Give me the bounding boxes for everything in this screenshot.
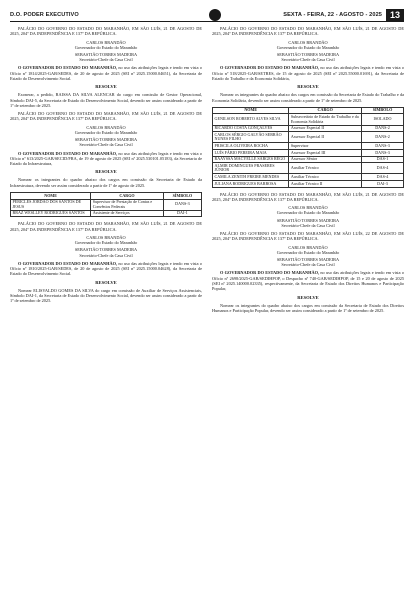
secretary-name: SEBASTIÃO TORRES MADEIRA <box>74 137 138 143</box>
governor-name: CARLOS BRANDÃO <box>86 39 126 45</box>
governor-title: Governador do Estado do Maranhão <box>74 240 138 246</box>
palacio-line: PALÁCIO DO GOVERNO DO ESTADO DO MARANHÃO, EM SÃO LUÍS, 21 DE AGOSTO DE 2025, 204º DA INDEPENDÊNCIA E 137º DA REPÚBLICA. <box>212 26 404 37</box>
resolve-heading: RESOLVE <box>297 84 319 90</box>
act-body: Nomear os integrantes do quadro abaixo dos cargos em comissão da Secretaria de Estado da Infraestrutura, devendo ser assim considerado a partir de 1º de agosto de 2025. <box>10 177 202 188</box>
signature-block <box>10 40 202 63</box>
act-body: Nomear ELISVALDO GOMES DA SILVA do cargo em comissão de Auxiliar de Serviços Assistenciais, Símbolo DAI-1, da Secretaria de Estado do Desenvolvimento Social, devendo ser assim considerado a partir de 1º de setembro de 2025. <box>10 287 202 304</box>
governor-name: CARLOS BRANDÃO <box>86 235 126 241</box>
act-body: Nomear os integrantes do quadro abaixo dos cargos em comissão da Secretaria de Estado do Trabalho e da Economia Solidária, devendo ser assim considerado a partir de 1º de setembro de 2025. <box>212 92 404 103</box>
cell-simbolo: DANS-2 <box>361 125 403 132</box>
cell-nome: CARLOS SÉRGIO GALVÃO SERRÃO NUNES FILHO <box>213 132 289 143</box>
cell-simbolo: DANS-3 <box>163 199 201 210</box>
governor-name: CARLOS BRANDÃO <box>288 39 328 45</box>
secretary-title: Secretário-Chefe da Casa Civil <box>281 262 335 268</box>
table-row <box>213 143 404 150</box>
palacio-line: PALÁCIO DO GOVERNO DO ESTADO DO MARANHÃO, EM SÃO LUÍS, 21 DE AGOSTO DE 2025, 204º DA INDEPENDÊNCIA E 137º DA REPÚBLICA. <box>10 221 202 232</box>
resolve-heading: RESOLVE <box>95 84 117 90</box>
resolve-heading: RESOLVE <box>297 294 319 300</box>
signature-block <box>212 205 404 228</box>
table-row <box>213 132 404 143</box>
cell-cargo: Assessor Especial II <box>289 132 362 143</box>
resolve-heading: RESOLVE <box>95 279 117 285</box>
left-column <box>10 26 202 316</box>
act-preamble: O GOVERNADOR DO ESTADO DO MARANHÃO, no uso das atribuições legais e tendo em vista o Ofício nº 613/2025-GAB/SECID/FRA, de 19 de agosto de 2025 (SEI nº 2025.530101.05183), da Secretaria de Estado da Infraestrutura, <box>10 150 202 167</box>
table-row <box>213 174 404 181</box>
cell-nome: CAMILA ZENITH FREIRE MENDES <box>213 174 289 181</box>
column-header-simbolo: SÍMBOLO <box>163 193 201 200</box>
governor-title: Governador do Estado do Maranhão <box>74 129 138 135</box>
cell-cargo: Auxiliar Técnico <box>289 163 362 174</box>
column-header-nome: NOME <box>11 193 91 200</box>
cell-nome: PRISCILA OLIVEIRA ROCHA <box>213 143 289 150</box>
cell-nome: ALMIR DOMINGUES PRASERES JÚNIOR <box>213 163 289 174</box>
column-header-cargo: CARGO <box>91 193 164 200</box>
cell-cargo: Supervisor <box>289 143 362 150</box>
cell-simbolo: DAI-3 <box>361 181 403 188</box>
secretary-title: Secretário-Chefe da Casa Civil <box>79 57 133 63</box>
signature-block <box>212 245 404 268</box>
secretary-name: SEBASTIÃO TORRES MADEIRA <box>74 52 138 57</box>
cell-cargo: Assistente de Serviços <box>91 210 164 217</box>
governor-title: Governador do Estado do Maranhão <box>74 44 138 50</box>
governor-name: CARLOS BRANDÃO <box>288 244 328 250</box>
secretary-title: Secretário-Chefe da Casa Civil <box>281 222 335 228</box>
column-header-simbolo: SÍMBOLO <box>361 107 403 114</box>
cell-simbolo: ISOLADO <box>361 114 403 125</box>
signature-block <box>10 235 202 258</box>
governor-title: Governador do Estado do Maranhão <box>276 210 340 216</box>
secretary-title: Secretário-Chefe da Casa Civil <box>79 142 133 148</box>
table-row <box>213 125 404 132</box>
appointments-table <box>10 192 202 217</box>
secretary-name: SEBASTIÃO TORRES MADEIRA <box>276 217 340 223</box>
secretary-title: Secretário-Chefe da Casa Civil <box>79 252 133 258</box>
palacio-line: PALÁCIO DO GOVERNO DO ESTADO DO MARANHÃO, EM SÃO LUÍS, 21 DE AGOSTO DE 2025, 204º DA INDEPENDÊNCIA E 137º DA REPÚBLICA. <box>10 26 202 37</box>
governor-name: CARLOS BRANDÃO <box>86 124 126 130</box>
publication-date: SEXTA - FEIRA, 22 - AGOSTO - 2025 <box>283 12 382 18</box>
table-row <box>213 163 404 174</box>
cell-cargo: Assessor Sênior <box>289 156 362 163</box>
table-row <box>11 199 202 210</box>
governor-title: Governador do Estado do Maranhão <box>276 249 340 255</box>
cell-simbolo: DANS-3 <box>361 143 403 150</box>
governor-name: CARLOS BRANDÃO <box>288 205 328 211</box>
act-preamble: O GOVERNADOR DO ESTADO DO MARANHÃO, no uso das atribuições legais e tendo em vista o Ofício nº 2698/2025-GAB/SEDIHPOP, o Despacho nº 740-GAB/SEDIHPOP, de 15 e 20 de agosto de 2025 (SEI nº 2025.140000.02335), respectivamente, da Secretaria de Estado dos Direitos Humanos e Participação Popular, <box>212 270 404 292</box>
state-seal-icon <box>209 9 221 21</box>
publication-name: D.O. PODER EXECUTIVO <box>10 12 79 18</box>
palacio-line: PALÁCIO DO GOVERNO DO ESTADO DO MARANHÃO, EM SÃO LUÍS, 21 DE AGOSTO DE 2025, 204º DA INDEPENDÊNCIA E 137º DA REPÚBLICA. <box>10 111 202 122</box>
cell-nome: GENILSON ROBERTO ALVES SILVA <box>213 114 289 125</box>
cell-nome: LUÍS FÁBIO PEREIRA MAIA <box>213 150 289 157</box>
act-body: Exonerar, a pedido, RAISSA DA SILVA ALENCAR do cargo em comissão de Gestor Operacional, Símbolo DAI-5, da Secretaria de Estado do Desenvolvimento Social, devendo ser assim considerado a partir de 1º de setembro de 2025. <box>10 92 202 108</box>
table-row <box>213 181 404 188</box>
table-row <box>213 150 404 157</box>
secretary-title: Secretário-Chefe da Casa Civil <box>281 57 335 63</box>
cell-simbolo: DANS-3 <box>361 150 403 157</box>
cell-nome: RICARDO COSTA GONÇALVES <box>213 125 289 132</box>
cell-cargo: Assessor Especial II <box>289 125 362 132</box>
appointments-table <box>212 107 404 188</box>
cell-simbolo: DAS-4 <box>361 163 403 174</box>
palacio-line: PALÁCIO DO GOVERNO DO ESTADO DO MARANHÃO, EM SÃO LUÍS, 22 DE AGOSTO DE 2025, 204º DA INDEPENDÊNCIA E 137º DA REPÚBLICA. <box>212 231 404 242</box>
cell-cargo: Supervisor de Prestação de Contas e Convênios Federais <box>91 199 164 210</box>
page-header <box>10 9 404 22</box>
act-preamble: O GOVERNADOR DO ESTADO DO MARANHÃO, no uso das atribuições legais e tendo em vista o Ofício nº 1810/2025-GAB/SEDES, de 20 de agosto de 2025 (SEI nº 2025.15000.04628), da Secretaria de Estado do Desenvolvimento Social. <box>10 260 202 277</box>
act-body: Nomear os integrantes do quadro abaixo dos cargos em comissão da Secretaria de Estado dos Direitos Humanos e Participação Popular, devendo ser assim considerado a partir de 1º de setembro de 2025. <box>212 302 404 313</box>
signature-block <box>10 125 202 148</box>
act-preamble: O GOVERNADOR DO ESTADO DO MARANHÃO, no uso das atribuições legais e tendo em vista o Ofício nº 518/2025-GAB/SETRES, de 15 de agosto de 2025 (SEI nº 2025.55000.01691), da Secretaria de Estado do Trabalho e da Economia Solidária, <box>212 65 404 81</box>
page-number: 13 <box>386 9 404 22</box>
resolve-heading: RESOLVE <box>95 169 117 175</box>
secretary-name: SEBASTIÃO TORRES MADEIRA <box>276 52 340 57</box>
act-preamble: O GOVERNADOR DO ESTADO DO MARANHÃO, no uso das atribuições legais e tendo em vista o Ofício nº 1814/2025-GAB/SEDES, de 20 de agosto de 2025 (SEI nº 2025.15000.04651), da Secretaria de Estado do Desenvolvimento Social. <box>10 65 202 81</box>
signature-block <box>212 40 404 63</box>
cell-simbolo: DAS-1 <box>361 156 403 163</box>
cell-nome: RAAYSSA MACYELLE SARGES RÊGO <box>213 156 289 163</box>
cell-nome: BRAZ WESLLEY RODRIGUES SANTOS <box>11 210 91 217</box>
column-header-nome: NOME <box>213 107 289 114</box>
cell-simbolo: DAS-4 <box>361 174 403 181</box>
cell-simbolo: DANS-2 <box>361 132 403 143</box>
table-row <box>11 210 202 217</box>
cell-simbolo: DAI-1 <box>163 210 201 217</box>
palacio-line: PALÁCIO DO GOVERNO DO ESTADO DO MARANHÃO, EM SÃO LUÍS, 21 DE AGOSTO DE 2025, 204º DA INDEPENDÊNCIA E 137º DA REPÚBLICA. <box>212 191 404 202</box>
right-column <box>212 26 404 316</box>
cell-cargo: Auxiliar Técnico <box>289 174 362 181</box>
cell-nome: JULIANA RODRIGUES BARBOSA <box>213 181 289 188</box>
column-header-cargo: CARGO <box>289 107 362 114</box>
table-row <box>213 156 404 163</box>
cell-nome: PÉRICLES JORDÃO DOS SANTOS DE JESUS <box>11 199 91 210</box>
secretary-name: SEBASTIÃO TORRES MADEIRA <box>276 257 340 263</box>
table-row <box>213 114 404 125</box>
cell-cargo: Assessor Especial III <box>289 150 362 157</box>
secretary-name: SEBASTIÃO TORRES MADEIRA <box>74 247 138 253</box>
cell-cargo: Subsecretário de Estado do Trabalho e da Economia Solidária <box>289 114 362 125</box>
cell-cargo: Auxiliar Técnico II <box>289 181 362 188</box>
governor-title: Governador do Estado do Maranhão <box>276 44 340 50</box>
